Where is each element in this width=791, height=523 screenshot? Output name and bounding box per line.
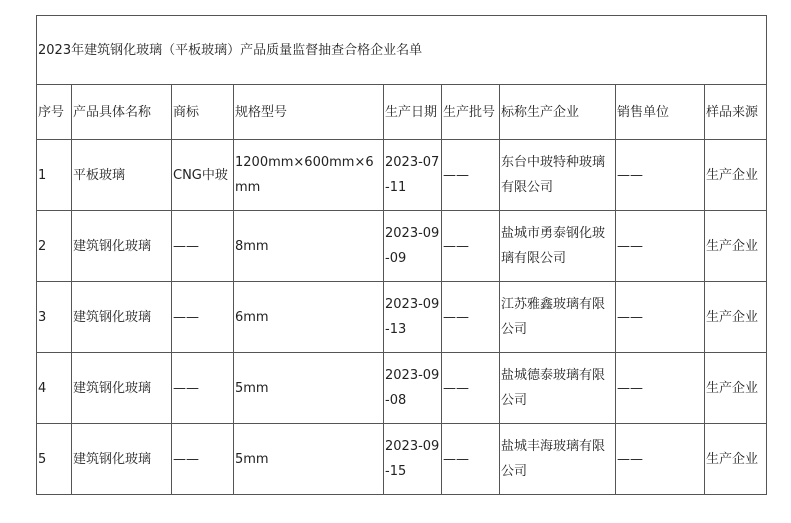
cell-production-date: 2023-09-15	[384, 424, 442, 495]
cell-product-name: 建筑钢化玻璃	[72, 353, 172, 424]
cell-spec: 8mm	[234, 211, 384, 282]
cell-production-date: 2023-07-11	[384, 140, 442, 211]
cell-seq: 3	[37, 282, 72, 353]
cell-batch-number: ——	[442, 140, 500, 211]
cell-batch-number: ——	[442, 211, 500, 282]
table-row	[37, 353, 767, 424]
cell-seller: ——	[616, 353, 705, 424]
cell-trademark: ——	[172, 211, 234, 282]
cell-sample-source: 生产企业	[705, 282, 767, 353]
header-seller: 销售单位	[616, 85, 705, 140]
cell-spec: 6mm	[234, 282, 384, 353]
cell-seller: ——	[616, 211, 705, 282]
header-trademark: 商标	[172, 85, 234, 140]
cell-sample-source: 生产企业	[705, 424, 767, 495]
cell-batch-number: ——	[442, 353, 500, 424]
cell-sample-source: 生产企业	[705, 353, 767, 424]
cell-seq: 2	[37, 211, 72, 282]
qualified-enterprise-table	[36, 15, 767, 495]
cell-product-name: 建筑钢化玻璃	[72, 424, 172, 495]
cell-trademark: ——	[172, 353, 234, 424]
cell-spec: 5mm	[234, 424, 384, 495]
cell-seq: 4	[37, 353, 72, 424]
table-row	[37, 282, 767, 353]
header-batch-number: 生产批号	[442, 85, 500, 140]
cell-trademark: ——	[172, 424, 234, 495]
header-sample-source: 样品来源	[705, 85, 767, 140]
cell-production-date: 2023-09-13	[384, 282, 442, 353]
cell-seller: ——	[616, 424, 705, 495]
cell-batch-number: ——	[442, 424, 500, 495]
header-manufacturer: 标称生产企业	[500, 85, 616, 140]
header-product-name: 产品具体名称	[72, 85, 172, 140]
cell-seq: 1	[37, 140, 72, 211]
cell-production-date: 2023-09-08	[384, 353, 442, 424]
cell-sample-source: 生产企业	[705, 140, 767, 211]
header-seq: 序号	[37, 85, 72, 140]
cell-manufacturer: 东台中玻特种玻璃有限公司	[500, 140, 616, 211]
header-production-date: 生产日期	[384, 85, 442, 140]
header-row	[37, 85, 767, 140]
table-row	[37, 424, 767, 495]
cell-batch-number: ——	[442, 282, 500, 353]
table-row	[37, 140, 767, 211]
cell-sample-source: 生产企业	[705, 211, 767, 282]
cell-product-name: 平板玻璃	[72, 140, 172, 211]
cell-seller: ——	[616, 140, 705, 211]
cell-manufacturer: 盐城丰海玻璃有限公司	[500, 424, 616, 495]
cell-manufacturer: 盐城市勇泰钢化玻璃有限公司	[500, 211, 616, 282]
header-spec: 规格型号	[234, 85, 384, 140]
cell-trademark: ——	[172, 282, 234, 353]
cell-production-date: 2023-09-09	[384, 211, 442, 282]
cell-manufacturer: 盐城德泰玻璃有限公司	[500, 353, 616, 424]
cell-manufacturer: 江苏雅鑫玻璃有限公司	[500, 282, 616, 353]
cell-spec: 5mm	[234, 353, 384, 424]
cell-product-name: 建筑钢化玻璃	[72, 282, 172, 353]
table-row	[37, 211, 767, 282]
cell-seller: ——	[616, 282, 705, 353]
table-title: 2023年建筑钢化玻璃（平板玻璃）产品质量监督抽查合格企业名单	[37, 16, 767, 85]
cell-product-name: 建筑钢化玻璃	[72, 211, 172, 282]
cell-spec: 1200mm×600mm×6mm	[234, 140, 384, 211]
cell-trademark: CNG中玻	[172, 140, 234, 211]
cell-seq: 5	[37, 424, 72, 495]
